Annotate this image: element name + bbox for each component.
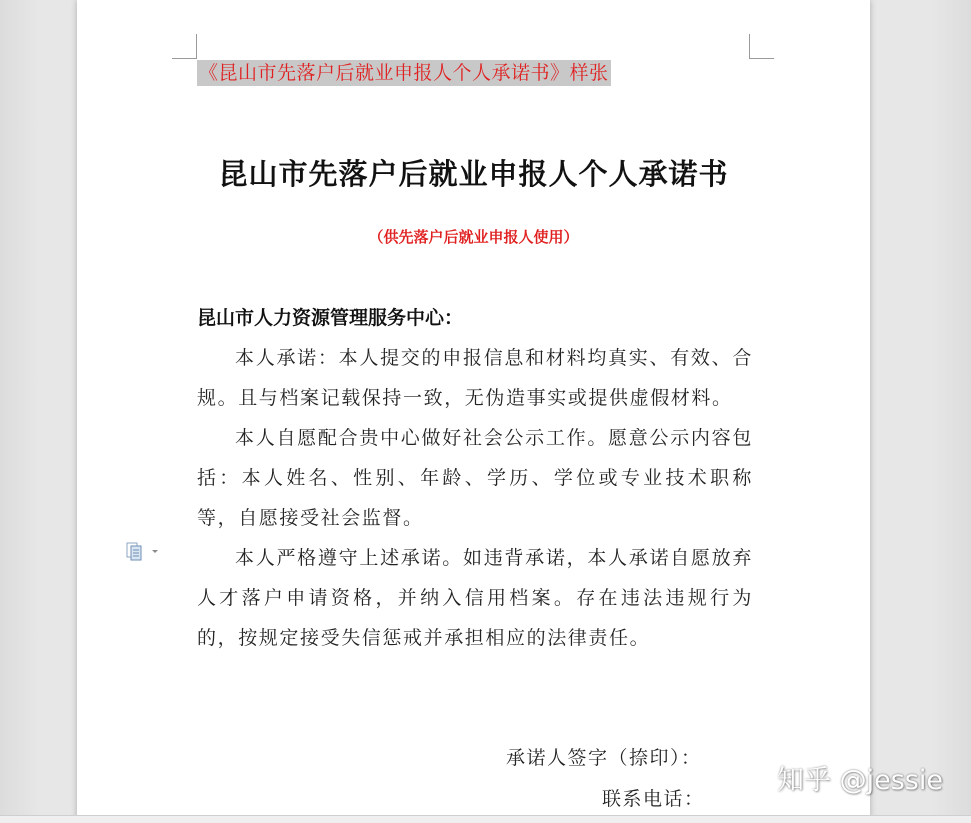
signature-label: 承诺人签字（捺印）： [506, 747, 702, 769]
document-page [77, 0, 870, 823]
sample-label: 《昆山市先落户后就业申报人个人承诺书》样张 [199, 62, 609, 84]
paste-options-icon[interactable] [126, 541, 160, 561]
paragraph-commitment: 本人承诺：本人提交的申报信息和材料均真实、有效、合规。且与档案记载保持一致，无伪造事实或提供虚假材料。 [197, 347, 753, 409]
horizontal-scroll-area[interactable] [0, 815, 971, 823]
addressee: 昆山市人力资源管理服务中心： [197, 307, 464, 329]
document-body [197, 338, 753, 658]
phone-label: 联系电话： [602, 788, 705, 810]
paragraph-compliance: 本人严格遵守上述承诺。如违背承诺，本人承诺自愿放弃人才落户申请资格，并纳入信用档案。存在违法违规行为的，按规定接受失信惩戒并承担相应的法律责任。 [197, 547, 753, 649]
crop-mark-top-left [172, 34, 197, 59]
paragraph-publicity: 本人自愿配合贵中心做好社会公示工作。愿意公示内容包括：本人姓名、性别、年龄、学历、学位或专业技术职称等，自愿接受社会监督。 [197, 427, 753, 529]
document-subtitle: （供先落户后就业申报人使用） [368, 228, 579, 246]
watermark: 知乎 @jessie [777, 765, 943, 796]
crop-mark-top-right [749, 34, 774, 59]
document-title: 昆山市先落户后就业申报人个人承诺书 [218, 157, 729, 191]
